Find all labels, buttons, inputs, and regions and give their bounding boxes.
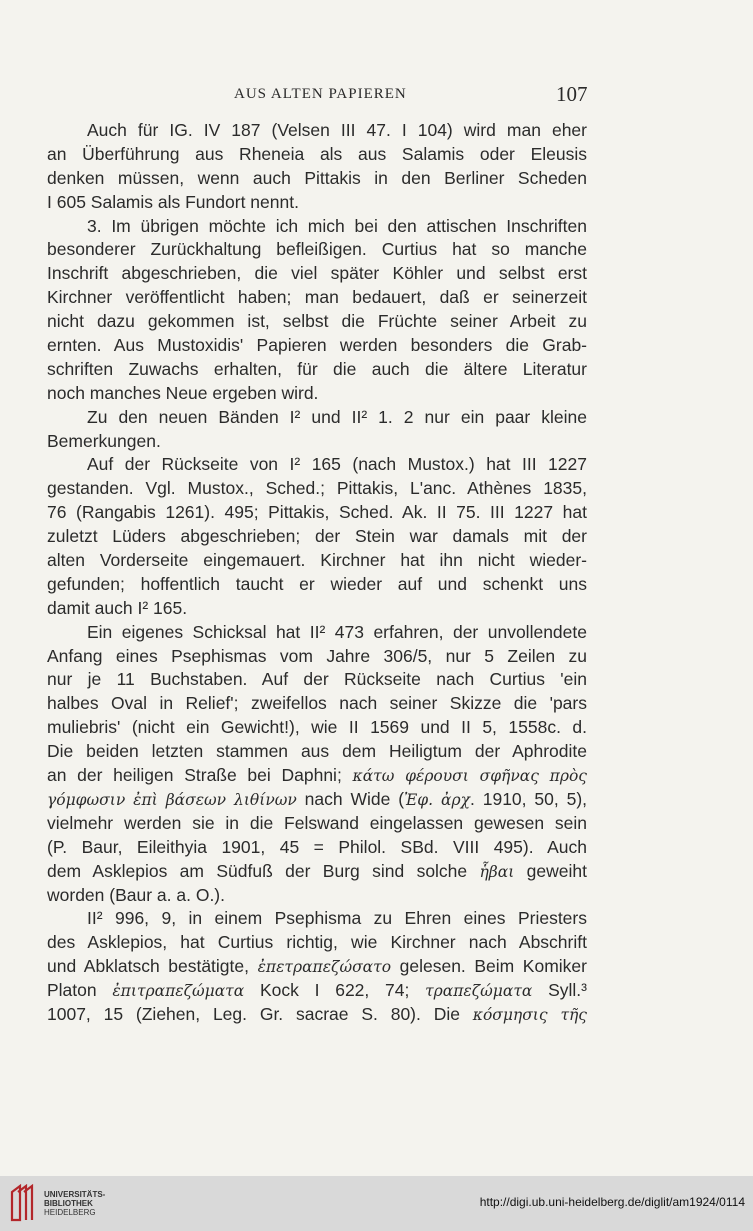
text-line: 76 (Rangabis 1261). 495; Pittakis, Sched. Ak. II 75. III 1227 hat bbox=[47, 502, 587, 523]
text-line: halbes Oval in Relief'; zweifellos nach seiner Skizze die 'pars bbox=[47, 693, 587, 714]
text-line: schriften Zuwachs erhalten, für die auch die ältere Literatur bbox=[47, 358, 587, 379]
library-name bbox=[44, 1190, 105, 1217]
text-line: des Asklepios, hat Curtius richtig, wie Kirchner nach Abschrift bbox=[47, 932, 587, 953]
greek-text: ἐπετραπεζώσατο bbox=[257, 958, 392, 977]
text-line: alten Vorderseite eingemauert. Kirchner hat ihn nicht wieder- bbox=[47, 550, 587, 571]
footer-bar bbox=[0, 1176, 753, 1231]
greek-text: ἧβαι bbox=[479, 862, 515, 881]
library-name-line-2: BIBLIOTHEK bbox=[44, 1199, 93, 1208]
text-line: I 605 Salamis als Fundort nennt. bbox=[47, 191, 299, 212]
text-line: Kirchner veröffentlicht haben; man bedauert, daß er seinerzeit bbox=[47, 287, 587, 308]
text-line: gestanden. Vgl. Mustox., Sched.; Pittakis, L'anc. Athènes 1835, bbox=[47, 478, 587, 499]
text-line: Platon ἐπιτραπεζώματα Kock I 622, 74; τραπεζώματα Syll.³ bbox=[47, 980, 587, 1001]
greek-text: τραπεζώματα bbox=[425, 982, 533, 1001]
text-line: Auf der Rückseite von I² 165 (nach Mustox.) hat III 1227 bbox=[87, 454, 587, 475]
text-line: an der heiligen Straße bei Daphni; κάτω φέρουσι σφῆνας πρὸς bbox=[47, 765, 587, 786]
text-line: 1007, 15 (Ziehen, Leg. Gr. sacrae S. 80). Die κόσμησις τῆς bbox=[47, 1003, 587, 1024]
text-line: Bemerkungen. bbox=[47, 430, 161, 451]
greek-text: γόμφωσιν ἐπὶ βάσεων λιθίνων bbox=[47, 790, 297, 809]
text-line: muliebris' (nicht ein Gewicht!), wie II 1569 und II 5, 1558c. d. bbox=[47, 717, 587, 738]
source-url-link[interactable]: http://digi.ub.uni-heidelberg.de/diglit/am1924/0114 bbox=[479, 1195, 745, 1209]
text-line: Zu den neuen Bänden I² und II² 1. 2 nur ein paar kleine bbox=[87, 406, 587, 427]
text-line: Ein eigenes Schicksal hat II² 473 erfahren, der unvollendete bbox=[87, 621, 587, 642]
greek-text: κόσμησις τῆς bbox=[472, 1005, 587, 1024]
greek-text: ἐπιτραπεζώματα bbox=[112, 982, 245, 1001]
text-line: Auch für IG. IV 187 (Velsen III 47. I 104) wird man eher bbox=[87, 120, 587, 140]
text-line: Inschrift abgeschrieben, die viel später Köhler und selbst erst bbox=[47, 263, 587, 284]
running-head bbox=[0, 82, 753, 108]
text-line: worden (Baur a. a. O.). bbox=[47, 884, 225, 905]
library-name-line-1: UNIVERSITÄTS- bbox=[44, 1190, 106, 1199]
university-library-logo-icon bbox=[8, 1184, 38, 1224]
text-line: Anfang eines Psephismas vom Jahre 306/5, nur 5 Zeilen zu bbox=[47, 645, 587, 666]
running-title: AUS ALTEN PAPIEREN bbox=[234, 86, 407, 102]
text-line: vielmehr werden sie in die Felswand eingelassen gewesen sein bbox=[47, 812, 587, 833]
text-line: nur je 11 Buchstaben. Auf der Rückseite nach Curtius 'ein bbox=[47, 669, 587, 690]
text-line: gefunden; hoffentlich taucht er wieder auf und schenkt uns bbox=[47, 573, 587, 594]
text-line: noch manches Neue ergeben wird. bbox=[47, 382, 319, 403]
page-number: 107 bbox=[556, 82, 588, 106]
text-line: an Überführung aus Rheneia als aus Salamis oder Eleusis bbox=[47, 143, 587, 164]
text-line: damit auch I² 165. bbox=[47, 597, 188, 618]
text-line: denken müssen, wenn auch Pittakis in den Berliner Scheden bbox=[47, 167, 587, 188]
text-line: (P. Baur, Eileithyia 1901, 45 = Philol. SBd. VIII 495). Auch bbox=[47, 836, 587, 857]
text-line: II² 996, 9, in einem Psephisma zu Ehren eines Priesters bbox=[87, 908, 587, 929]
greek-text: κάτω φέρουσι σφῆνας πρὸς bbox=[352, 767, 587, 786]
text-line: ernten. Aus Mustoxidis' Papieren werden besonders die Grab- bbox=[47, 335, 587, 356]
text-line: zuletzt Lüders abgeschrieben; der Stein war damals mit der bbox=[47, 526, 587, 547]
text-line: γόμφωσιν ἐπὶ βάσεων λιθίνων nach Wide (Ἐφ. ἀρχ. 1910, 50, 5), bbox=[47, 788, 588, 809]
greek-text: Ἐφ. ἀρχ bbox=[404, 790, 470, 809]
text-line: besonderer Zurückhaltung befleißigen. Curtius hat so manche bbox=[47, 239, 587, 260]
text-line: dem Asklepios am Südfuß der Burg sind solche ἧβαι geweiht bbox=[47, 860, 587, 881]
text-line: und Abklatsch bestätigte, ἐπετραπεζώσατο gelesen. Beim Komiker bbox=[47, 956, 587, 977]
library-name-line-3: HEIDELBERG bbox=[44, 1208, 96, 1217]
text-line: Die beiden letzten stammen aus dem Heiligtum der Aphrodite bbox=[47, 741, 587, 762]
body-text bbox=[47, 119, 587, 1027]
text-line: nicht dazu gekommen ist, selbst die Früchte seiner Arbeit zu bbox=[47, 311, 587, 332]
text-line: 3. Im übrigen möchte ich mich bei den attischen Inschriften bbox=[87, 215, 587, 236]
